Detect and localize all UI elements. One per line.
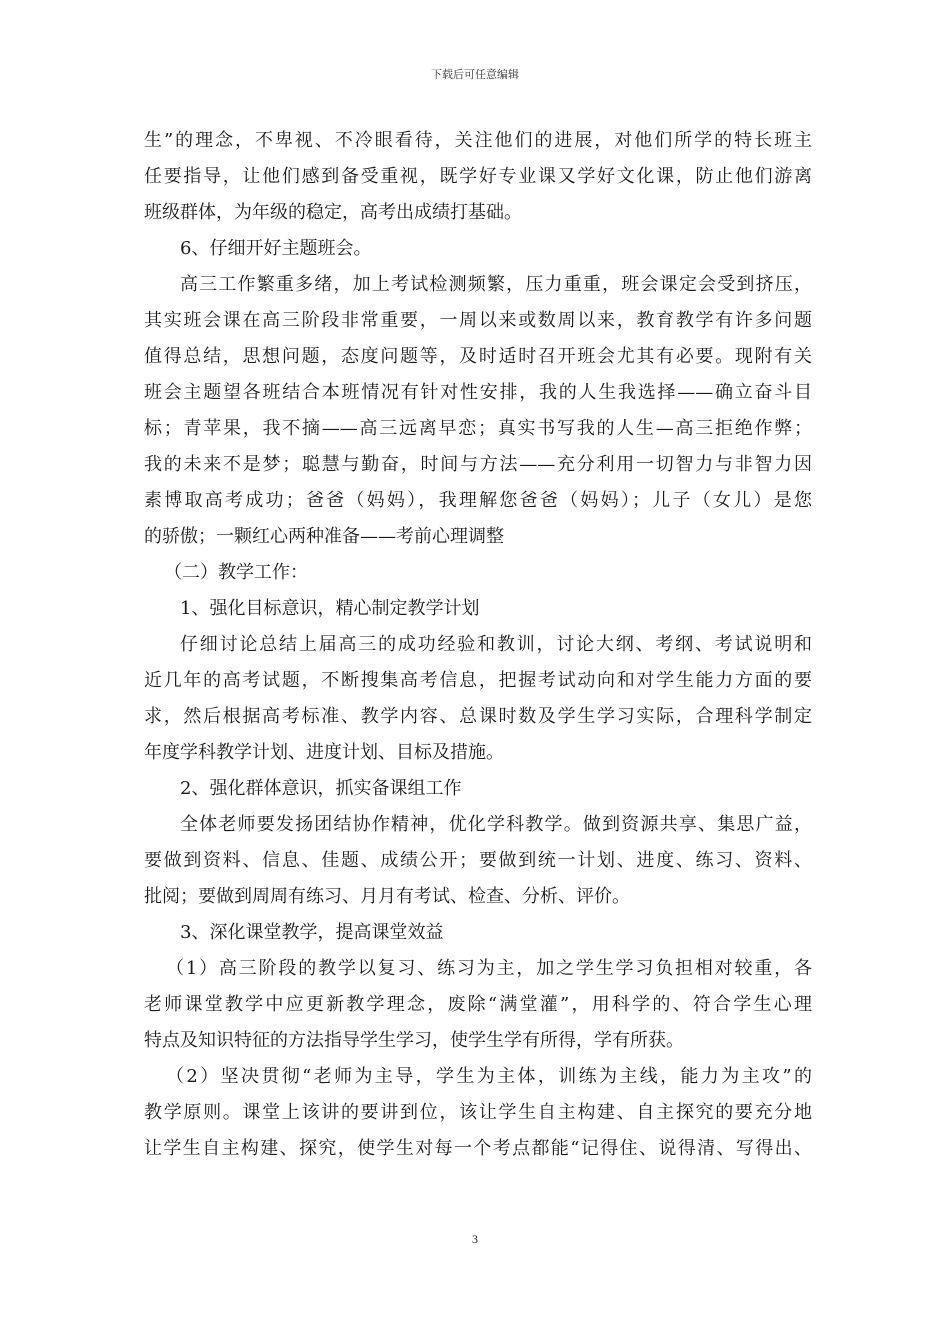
- page-header: 下载后可任意编辑: [431, 68, 519, 81]
- text-line: 我的未来不是梦；聪慧与勤奋，时间与方法——充分利用一切智力与非智力因: [144, 454, 812, 475]
- text-line: 生”的理念，不卑视、不冷眼看待，关注他们的进展，对他们所学的特长班主: [144, 130, 812, 151]
- subsection-heading: 1、强化目标意识，精心制定教学计划: [180, 598, 480, 619]
- text-line: 要做到资料、信息、佳题、成绩公开；要做到统一计划、进度、练习、资料、: [144, 850, 812, 871]
- subsection-heading: 6、仔细开好主题班会。: [180, 238, 372, 259]
- text-line: 教学原则。课堂上该讲的要讲到位，该让学生自主构建、自主探究的要充分地: [144, 1102, 812, 1123]
- text-line: 批阅；要做到周周有练习、月月有考试、检查、分析、评价。: [144, 886, 630, 907]
- text-line: 班会主题望各班结合本班情况有针对性安排，我的人生我选择——确立奋斗目: [144, 382, 812, 403]
- subsection-heading: 3、深化课堂教学，提高课堂效益: [180, 922, 444, 943]
- text-line: 让学生自主构建、探究，使学生对每一个考点都能“记得住、说得清、写得出、: [144, 1138, 812, 1159]
- text-line: 老师课堂教学中应更新教学理念，废除“满堂灌”，用科学的、符合学生心理: [144, 994, 812, 1015]
- text-line: 仔细讨论总结上届高三的成功经验和教训，讨论大纲、考纲、考试说明和: [180, 634, 812, 655]
- text-line: 全体老师要发扬团结协作精神，优化学科教学。做到资源共享、集思广益，: [180, 814, 812, 835]
- text-line: 的骄傲；一颗红心两种准备——考前心理调整: [144, 526, 504, 547]
- text-line: 任要指导，让他们感到备受重视，既学好专业课又学好文化课，防止他们游离: [144, 166, 812, 187]
- text-line: 特点及知识特征的方法指导学生学习，使学生学有所得，学有所获。: [144, 1030, 684, 1051]
- text-line: 班级群体，为年级的稳定，高考出成绩打基础。: [144, 202, 522, 223]
- page-number: 3: [472, 1232, 478, 1246]
- subsection-heading: 2、强化群体意识，抓实备课组工作: [180, 778, 462, 799]
- text-line: 高三工作繁重多绪，加上考试检测频繁，压力重重，班会课定会受到挤压，: [180, 274, 812, 295]
- text-line: 近几年的高考试题，不断搜集高考信息，把握考试动向和对学生能力方面的要: [144, 670, 812, 691]
- text-line: （2）坚决贯彻“老师为主导，学生为主体，训练为主线，能力为主攻”的: [166, 1066, 812, 1087]
- text-line: 求，然后根据高考标准、教学内容、总课时数及学生学习实际，合理科学制定: [144, 706, 812, 727]
- text-line: 年度学科教学计划、进度计划、目标及措施。: [144, 742, 504, 763]
- text-line: 标；青苹果，我不摘——高三远离早恋；真实书写我的人生—高三拒绝作弊；: [144, 418, 812, 439]
- text-line: 素博取高考成功；爸爸（妈妈），我理解您爸爸（妈妈）；儿子（女儿）是您: [144, 490, 812, 511]
- section-heading: （二）教学工作：: [164, 562, 308, 583]
- text-line: 其实班会课在高三阶段非常重要，一周以来或数周以来，教育教学有许多问题: [144, 310, 812, 331]
- text-line: （1）高三阶段的教学以复习、练习为主，加之学生学习负担相对较重，各: [166, 958, 812, 979]
- document-body: [144, 123, 812, 1167]
- text-line: 值得总结，思想问题，态度问题等，及时适时召开班会尤其有必要。现附有关: [144, 346, 812, 367]
